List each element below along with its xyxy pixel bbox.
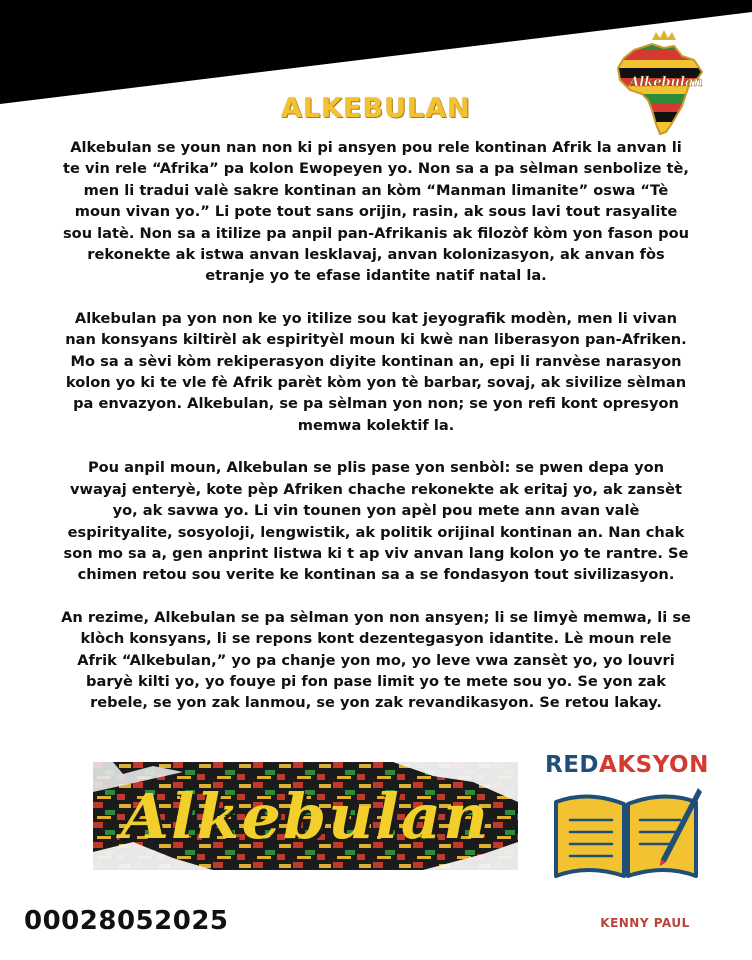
banner-text: Alkebulan bbox=[120, 779, 491, 853]
serial-number: 00028052025 bbox=[24, 906, 229, 936]
crown-icon bbox=[652, 30, 676, 40]
logo-text: Alkebulan bbox=[629, 75, 703, 90]
redaksyon-part2: AKSYON bbox=[599, 752, 709, 778]
article-body bbox=[60, 137, 692, 735]
africa-map-icon bbox=[612, 30, 712, 142]
paragraph: Alkebulan pa yon non ke yo itilize sou kat jeyografik modèn, men li vivan nan konsyans kiltirèl ak espirityèl moun ki kwè nan liberasyon pan-Afriken. Mo sa a sèvi kòm rekiperasyon diyite kontinan an, epi li ranvèse narasyon kolon yo ki te vle fè Afrik parèt kòm yon tè barbar, sovaj, ak sivilize sèlman pa envazyon. Alkebulan, se pa sèlman yon non; se yon refi kont opresyon memwa kolektif la. bbox=[65, 309, 687, 434]
open-book-icon bbox=[548, 784, 704, 882]
paragraph: Pou anpil moun, Alkebulan se plis pase yon senbòl: se pwen depa yon vwayaj enteryè, kote pèp Afriken chache rekonekte ak eritaj yo, ak zansèt yo, ak savwa yo. Li vin tounen yon apèl pou mete ann avan valè espirityalite, sosyoloji, lengwistik, ak politik orijinal kontinan an. Nan chak son mo sa a, gen anprint listwa ki t ap viv anvan lang kolon yo te rantre. Se chimen retou sou verite ke kontinan sa a se fondasyon tout sivilizasyon. bbox=[63, 459, 689, 584]
paragraph: An rezime, Alkebulan se pa sèlman yon non ansyen; li se limyè memwa, li se klòch konsyans, li se repons kont dezentegasyon idantite. Lè moun rele Afrik “Alkebulan,” yo pa chanje yon mo, yo leve vwa zansèt yo, yo louvri baryè kilti yo, yo fouye pi fon pase limit yo te mete sou yo. Se yon zak rebele, se yon zak lanmou, se yon zak revandikasyon. Se retou lakay. bbox=[61, 608, 691, 712]
paragraph: Alkebulan se youn nan non ki pi ansyen pou rele kontinan Afrik la anvan li te vin rele “Afrika” pa kolon Ewopeyen yo. Non sa a pa sèlman senbolize tè, men li tradui valè sakre kontinan an kòm “Manman limanite” oswa “Tè moun vivan yo.” Li pote tout sans orijin, rasin, ak sous lavi tout rasyalite sou latè. Non sa a itilize pa anpil pan-Afrikanis ak filozòf kòm yon fason pou rekonekte ak istwa anvan lesklavaj, anvan kolonizasyon, ak anvan fòs etranje yo te efase idantite natif natal la. bbox=[63, 139, 689, 285]
redaksyon-part1: RED bbox=[545, 752, 600, 778]
alkebulan-banner bbox=[93, 762, 518, 870]
page-title: ALKEBULAN bbox=[281, 93, 471, 124]
redaksyon-logo bbox=[545, 752, 709, 778]
author-name: KENNY PAUL bbox=[600, 916, 690, 930]
